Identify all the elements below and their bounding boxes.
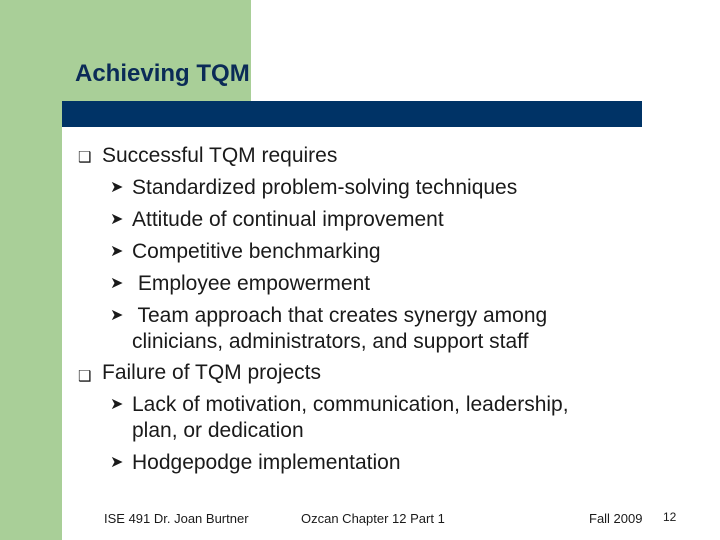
subbullet-text: Standardized problem-solving techniques (132, 176, 518, 199)
footer-course: ISE 491 Dr. Joan Burtner (104, 511, 249, 526)
arrowhead-bullet-icon: ➤ (110, 454, 124, 471)
slide-title: Achieving TQM (75, 60, 250, 87)
footer-chapter: Ozcan Chapter 12 Part 1 (301, 511, 445, 526)
arrowhead-bullet-icon: ➤ (110, 275, 124, 292)
subbullet-text: Attitude of continual improvement (132, 208, 444, 231)
arrowhead-bullet-icon: ➤ (110, 396, 124, 413)
arrowhead-bullet-icon: ➤ (110, 179, 124, 196)
subbullet-text: Competitive benchmarking (132, 240, 381, 263)
square-bullet-icon: ❑ (78, 149, 92, 166)
footer-term: Fall 2009 (589, 511, 643, 526)
square-bullet-icon: ❑ (78, 368, 92, 385)
arrowhead-bullet-icon: ➤ (110, 243, 124, 260)
subbullet-text: Lack of motivation, communication, leadership, (132, 393, 569, 416)
subbullet-text: Employee empowerment (132, 272, 371, 295)
subbullet-continuation: plan, or dedication (132, 419, 304, 442)
bullet-text: Failure of TQM projects (102, 361, 322, 384)
subbullet-text: Hodgepodge implementation (132, 451, 401, 474)
subbullet-text: Team approach that creates synergy among (132, 304, 548, 327)
arrowhead-bullet-icon: ➤ (110, 307, 124, 324)
arrowhead-bullet-icon: ➤ (110, 211, 124, 228)
page-number: 12 (663, 510, 677, 524)
subbullet-continuation: clinicians, administrators, and support staff (132, 330, 529, 353)
bullet-text: Successful TQM requires (102, 144, 338, 167)
